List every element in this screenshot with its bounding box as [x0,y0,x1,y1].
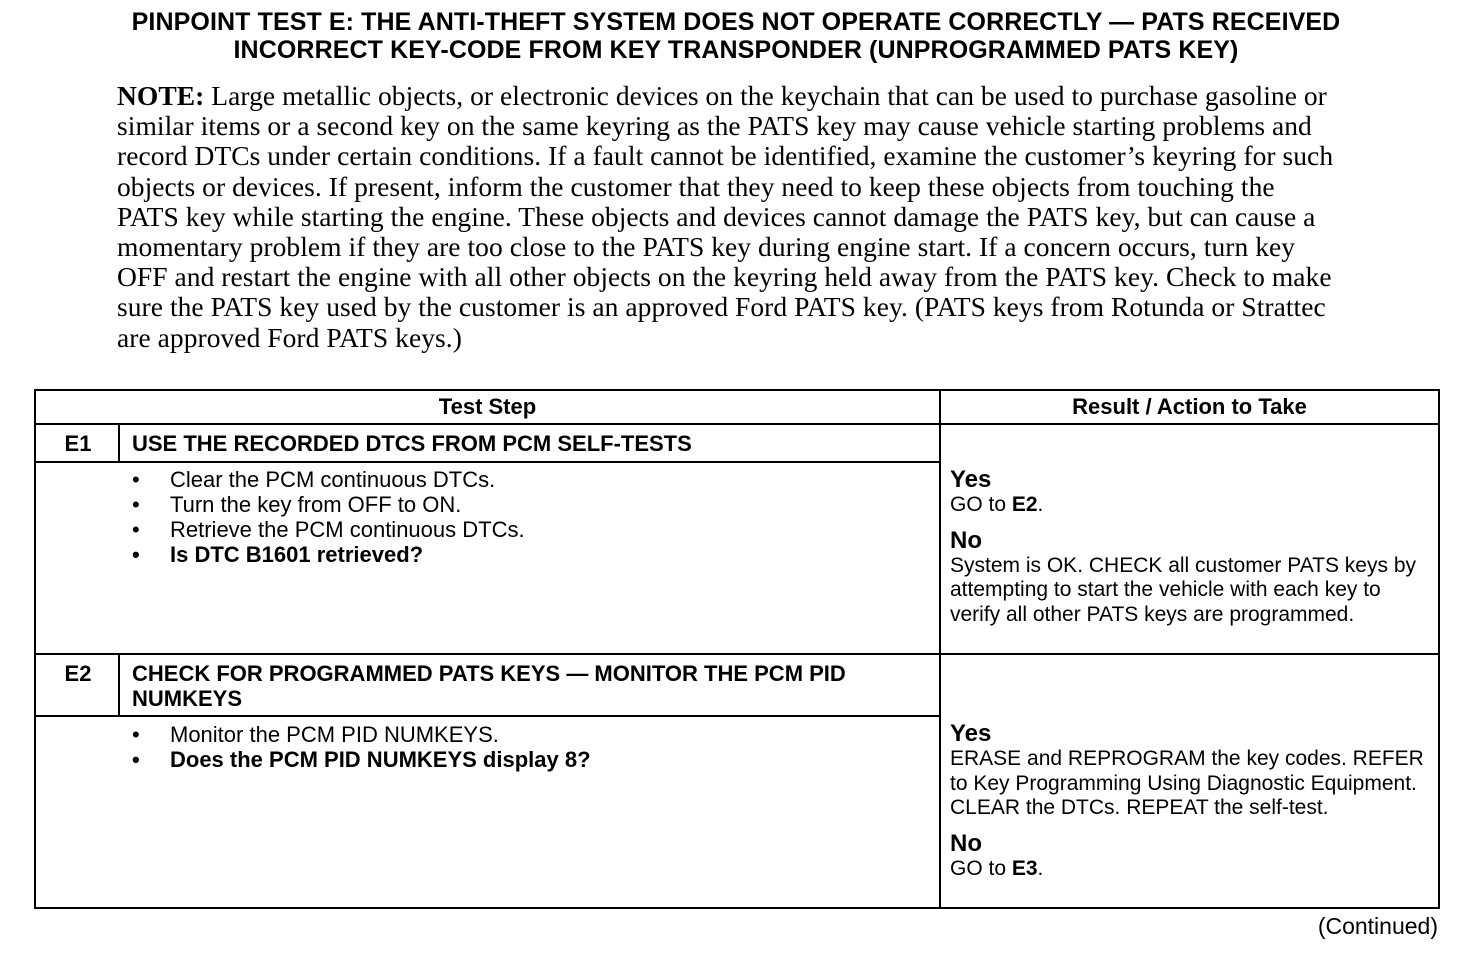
e1-title-rule [36,461,939,463]
no-action-e2 [950,857,1434,882]
no-prefix-e2: GO to [950,856,1012,880]
yes-action-e1 [950,493,1434,518]
no-action-e1: System is OK. CHECK all customer PATS keys by attempting to start the vehicle with each key to verify all other PATS keys are programmed. [950,553,1416,626]
header-test-step: Test Step [438,394,537,419]
list-item: • Monitor the PCM PID NUMKEYS. [132,722,932,747]
yes-label-e1: Yes [950,466,992,493]
yes-label-e2: Yes [950,720,992,747]
e1-bottom-rule [36,653,1438,655]
yes-action-e2: ERASE and REPROGRAM the key codes. REFER to Key Programming Using Diagnostic Equipment. CLEAR the DTCs. REPEAT the self-test. [950,747,1424,819]
continued-label: (Continued) [1317,913,1438,939]
note-paragraph [117,81,1342,353]
step-question-e1: • Is DTC B1601 retrieved? [132,542,932,567]
step-question-e2: • Does the PCM PID NUMKEYS display 8? [132,747,932,772]
step-id-e1: E1 [64,431,92,456]
goto-e2-link: E2 [1011,493,1038,516]
step-title-e2: CHECK FOR PROGRAMMED PATS KEYS — MONITOR THE PCM PID NUMKEYS [132,661,846,711]
result-e1 [950,467,1434,627]
step-actions-e1 [132,467,932,567]
step-id-e2: E2 [64,661,92,686]
header-rule [36,423,1438,425]
goto-e3-link: E3 [1011,856,1038,880]
note-text: Large metallic objects, or electronic devices on the keychain that can be used to purchase gasoline or similar items or a second key on the same keyring as the PATS key may cause vehicle starting problems and record DTCs under certain conditions. If a fault cannot be identified, examine the customer’s keyring for such objects or devices. If present, inform the customer that they need to keep these objects from touching the PATS key while starting the engine. These objects and devices cannot damage the PATS key, but can cause a momentary problem if they are too close to the PATS key during engine start. If a concern occurs, turn key OFF and restart the engine with all other objects on the keyring held away from the PATS key. Check to make sure the PATS key used by the customer is an approved Ford PATS key. (PATS keys from Rotunda or Strattec are approved Ford PATS keys.) [117,80,1334,353]
column-divider [939,391,941,907]
yes-suffix-e1: . [1037,493,1044,516]
list-item: • Clear the PCM continuous DTCs. [132,467,932,492]
no-label-e2: No [950,829,982,857]
no-suffix-e2: . [1037,856,1044,880]
e2-title-rule [36,715,939,717]
step-title-e1: USE THE RECORDED DTCS FROM PCM SELF-TESTS [132,431,692,456]
pinpoint-test-table [34,389,1440,909]
step-actions-e2 [132,722,932,772]
header-result-action: Result / Action to Take [1072,394,1307,419]
result-e2 [950,721,1434,881]
no-label-e1: No [950,526,982,554]
yes-prefix-e1: GO to [950,493,1012,516]
title-line-2: INCORRECT KEY-CODE FROM KEY TRANSPONDER (UNPROGRAMMED PATS KEY) [233,36,1239,64]
note-label: NOTE: [117,80,205,111]
list-item: • Turn the key from OFF to ON. [132,492,932,517]
title-line-1: PINPOINT TEST E: THE ANTI-THEFT SYSTEM DOES NOT OPERATE CORRECTLY — PATS RECEIVED [131,8,1341,36]
page-title [20,8,1452,64]
list-item: • Retrieve the PCM continuous DTCs. [132,517,932,542]
